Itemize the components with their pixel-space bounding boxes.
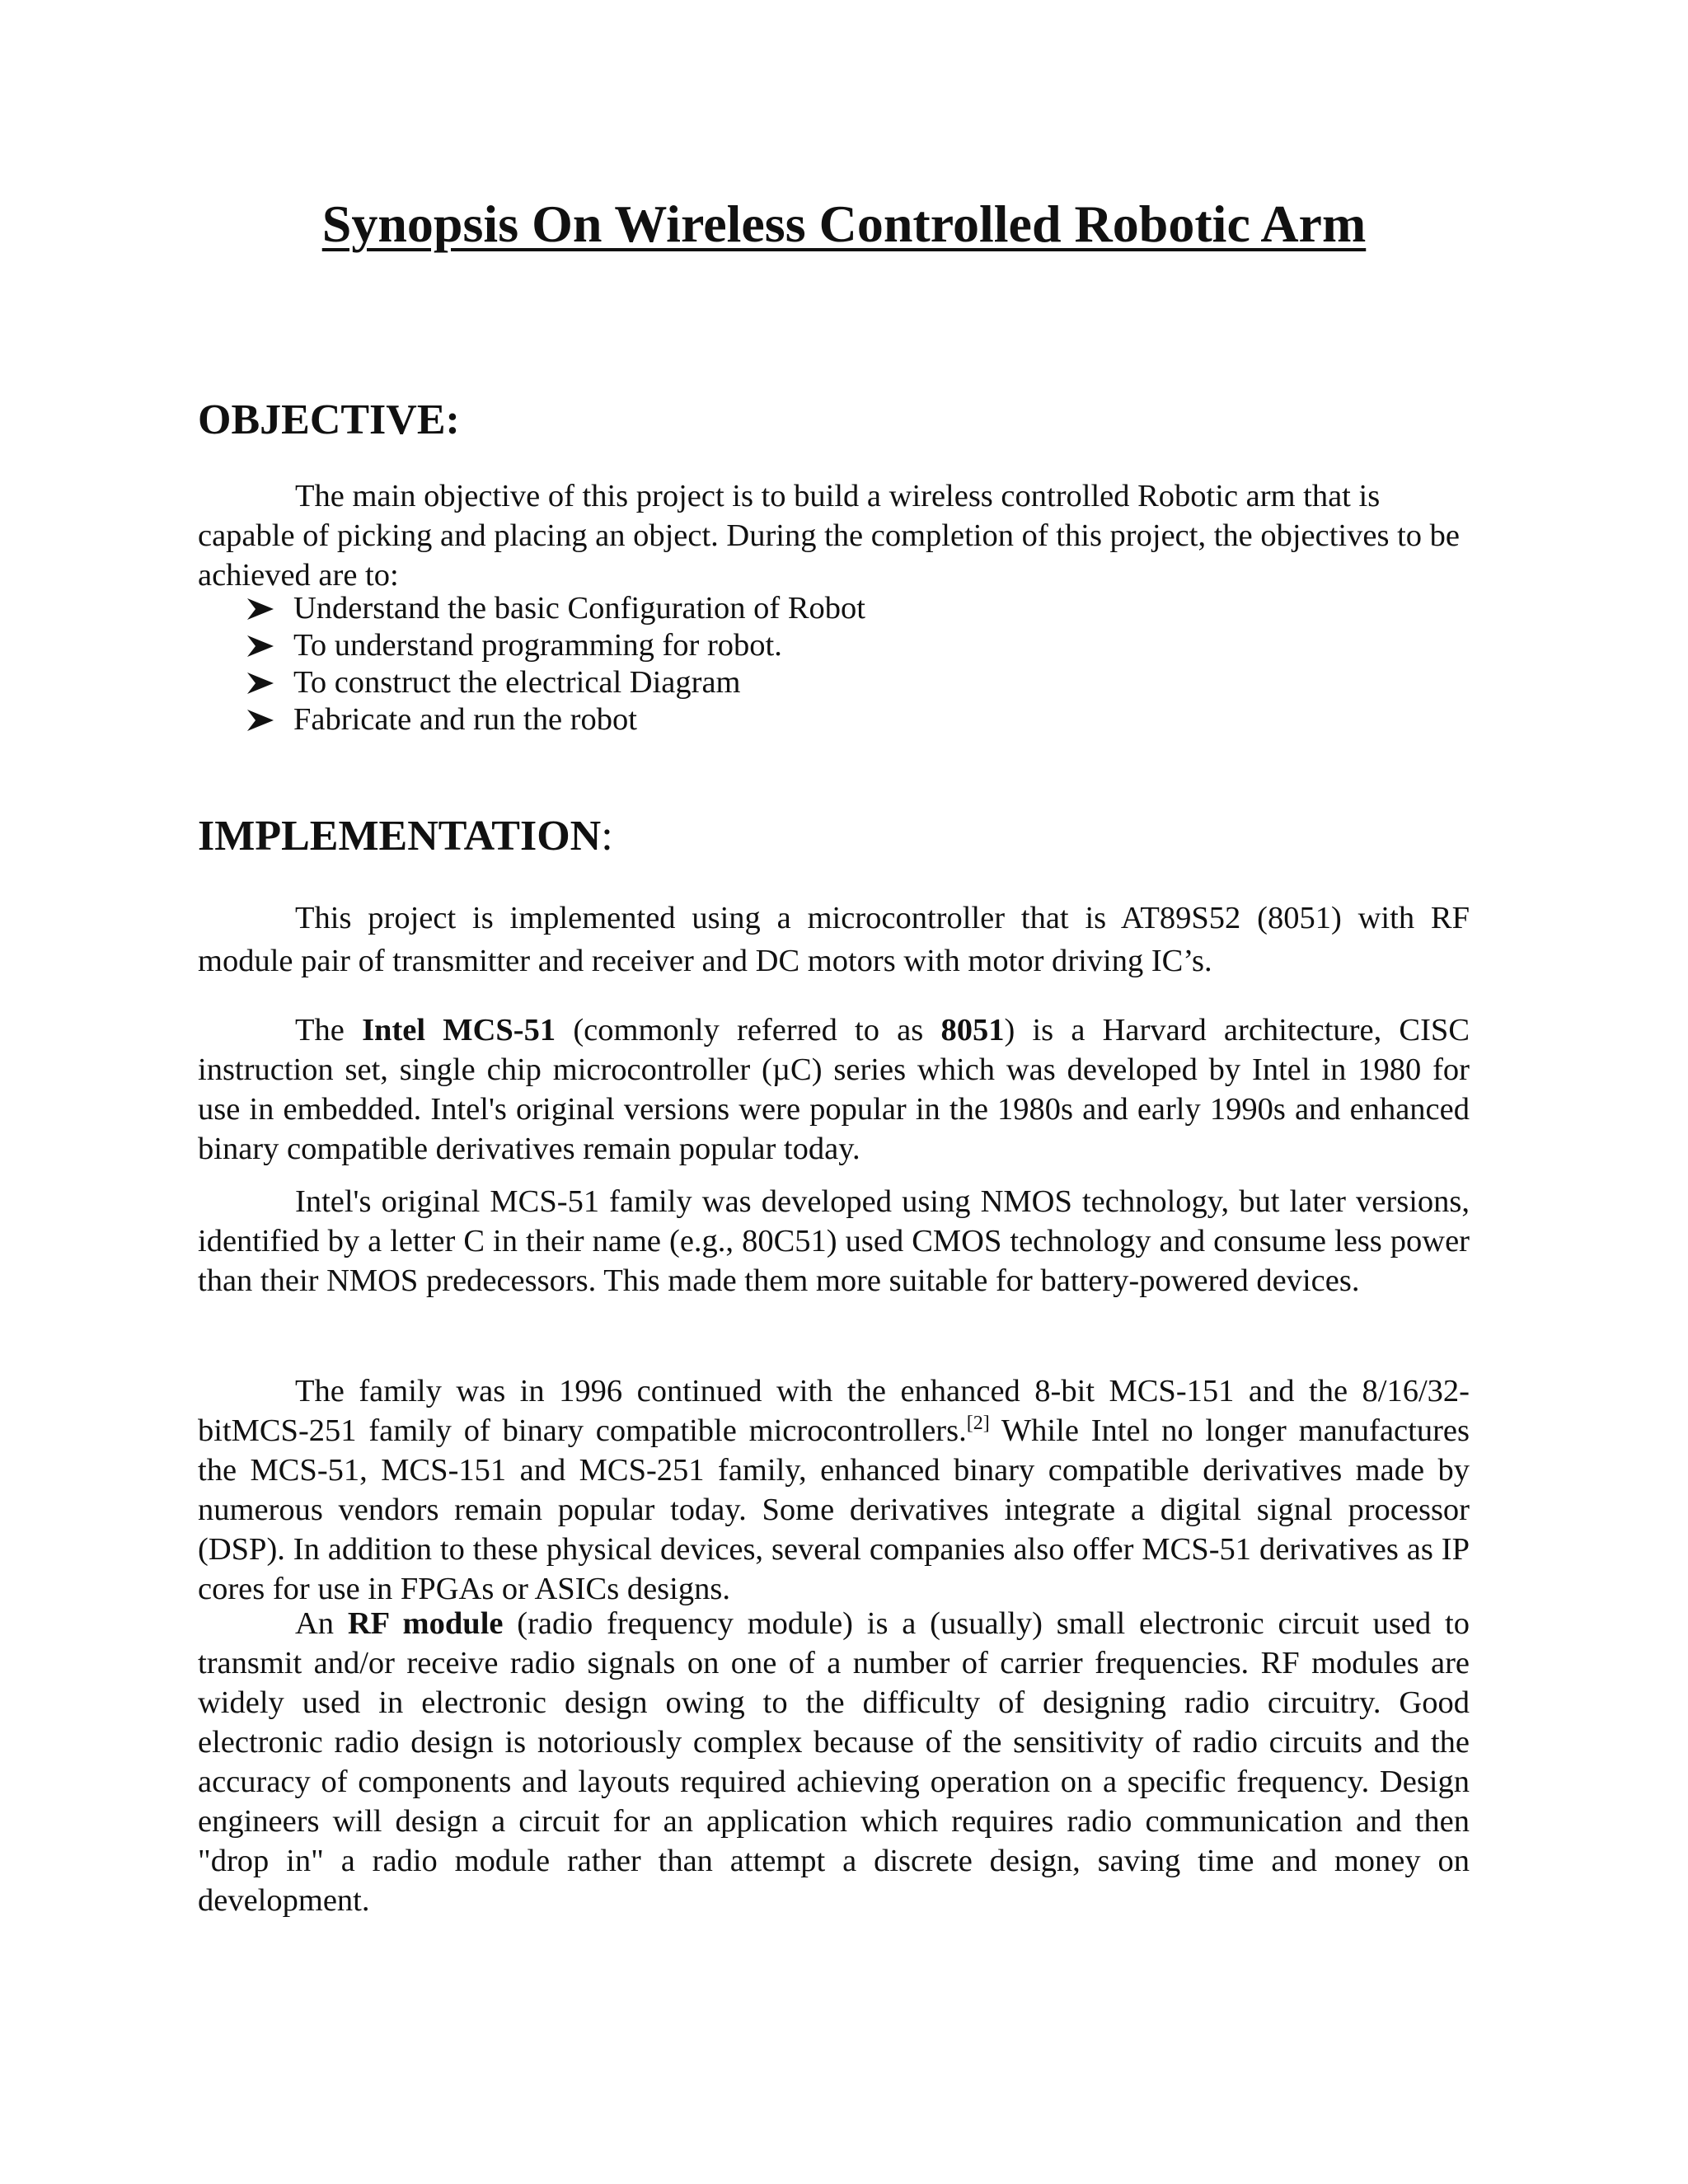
objective-item-text: To understand programming for robot.: [293, 628, 782, 663]
objective-intro: The main objective of this project is to build a wireless controlled Robotic arm that is capable of picking and placing an object. During the completion of this project, the objectives to be achieved are to:: [198, 479, 1460, 593]
rf-module-paragraph: [198, 1604, 1470, 1920]
intel-paragraph: [198, 1010, 1470, 1169]
implementation-heading: [198, 810, 613, 863]
arrowhead-bullet-icon: [246, 708, 275, 733]
rf-text: An: [295, 1606, 348, 1641]
objective-heading: OBJECTIVE:: [198, 396, 460, 443]
rf-text: (radio frequency module) is a (usually) small electronic circuit used to transmit and/or receive radio signals on one of a number of carrier frequencies. RF modules are widely used in electronic design owing to the difficulty of designing radio circuitry. Good electronic radio design is notoriously complex because of the sensitivity of radio circuits and the accuracy of components and layouts required achieving operation on a specific frequency. Design engineers will design a circuit for an application which requires radio communication and then "drop in" a radio module rather than attempt a discrete design, saving time and money on development.: [198, 1606, 1470, 1918]
objective-list-item: [246, 590, 865, 627]
arrowhead-bullet-icon: [246, 634, 275, 658]
objective-item-text: Fabricate and run the robot: [293, 702, 637, 737]
document-title: Synopsis On Wireless Controlled Robotic Arm: [321, 194, 1367, 253]
family-paragraph: [198, 1371, 1470, 1609]
intel-bold-term: Intel MCS-51: [362, 1013, 556, 1047]
objective-list: [246, 590, 865, 738]
objective-item-text: Understand the basic Configuration of Robot: [293, 591, 865, 626]
implementation-heading-text: IMPLEMENTATION: [198, 813, 602, 860]
rf-bold-term: RF module: [347, 1606, 504, 1641]
intel-bold-term: 8051: [940, 1013, 1005, 1047]
objective-list-item: [246, 664, 865, 701]
objective-list-item: [246, 701, 865, 738]
arrowhead-bullet-icon: [246, 671, 275, 696]
intel-text: The: [295, 1013, 363, 1047]
implementation-heading-colon: :: [601, 813, 613, 860]
family-text: While Intel no longer manufactures the MCS-51, MCS-151 and MCS-251 family, enhanced binary compatible derivatives made by numerous vendors remain popular today. Some derivatives integrate a digital signal processor (DSP). In addition to these physical devices, several companies also offer MCS-51 derivatives as IP cores for use in FPGAs or ASICs designs.: [198, 1413, 1470, 1606]
intel-text: ) is a Harvard architecture, CISC instruction set, single chip microcontroller (µC) series which was developed by Intel in 1980 for use in embedded. Intel's original versions were popular in the 1980s and early 1990s and enhanced binary compatible derivatives remain popular today.: [198, 1013, 1470, 1166]
arrowhead-bullet-icon: [246, 597, 275, 621]
implementation-paragraph: This project is implemented using a microcontroller that is AT89S52 (8051) with RF module pair of transmitter and receiver and DC motors with motor driving IC’s.: [198, 901, 1470, 978]
nmos-paragraph: Intel's original MCS-51 family was developed using NMOS technology, but later versions, identified by a letter C in their name (e.g., 80C51) used CMOS technology and consume less power than their NMOS predecessors. This made them more suitable for battery-powered devices.: [198, 1184, 1470, 1298]
family-text: The family was in 1996 continued with the enhanced 8-bit MCS-151 and the 8/16/32-bitMCS-251 family of binary compatible microcontrollers.: [198, 1374, 1470, 1448]
intel-text: (commonly referred to as: [556, 1013, 941, 1047]
citation-superscript: [2]: [966, 1413, 990, 1434]
objective-list-item: [246, 627, 865, 664]
objective-item-text: To construct the electrical Diagram: [293, 665, 741, 700]
